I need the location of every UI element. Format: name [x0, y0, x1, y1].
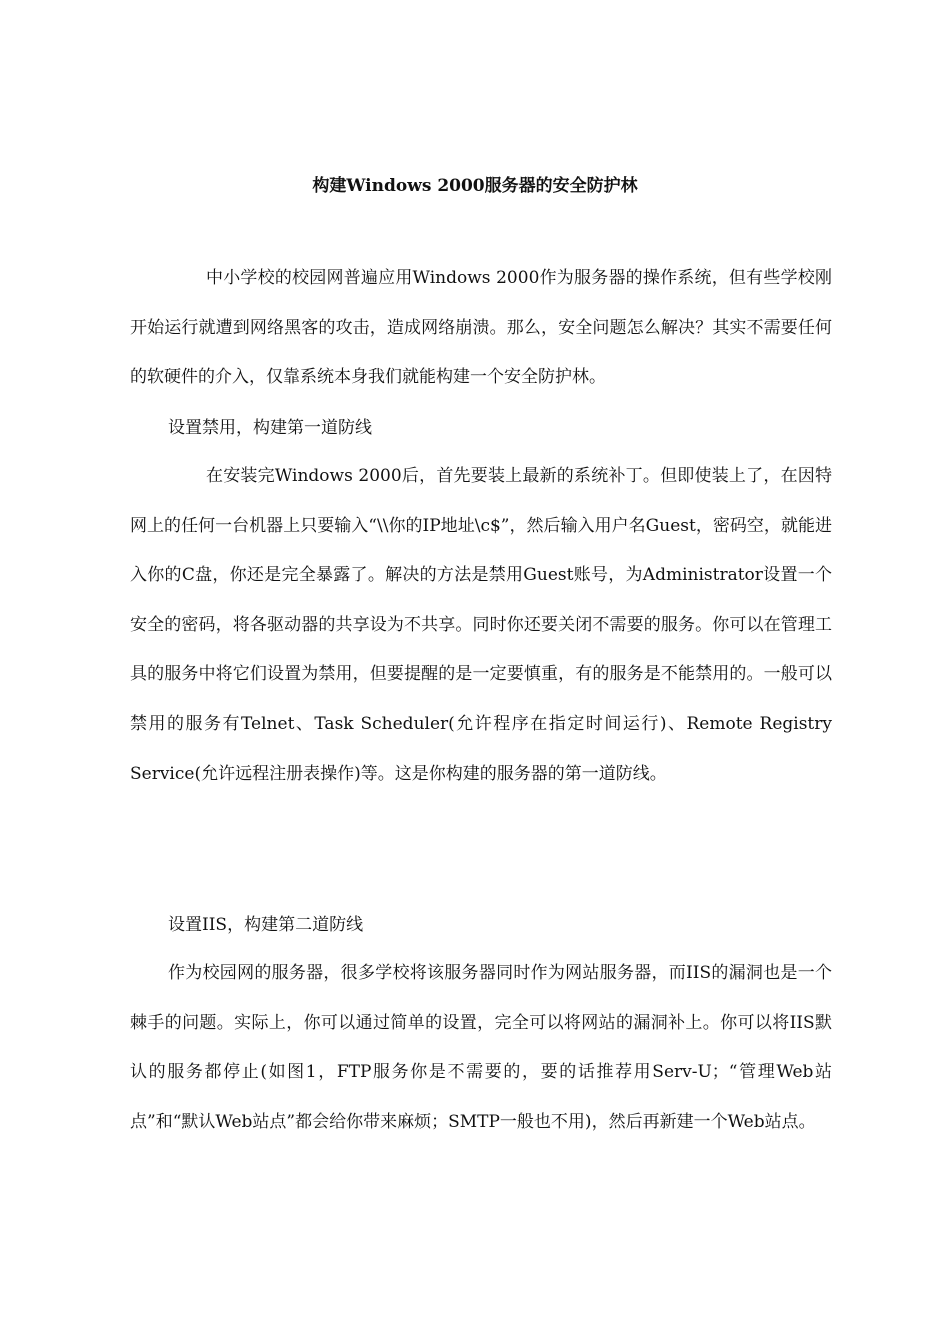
section-2-paragraph: 作为校园网的服务器，很多学校将该服务器同时作为网站服务器，而IIS的漏洞也是一个棘手的问题。实际上，你可以通过简单的设置，完全可以将网站的漏洞补上。你可以将IIS默认的服务都停止(如图1，FTP服务你是不需要的，要的话推荐用Serv-U；“管理Web站点”和“默认Web站点”都会给你带来麻烦；SMTP一般也不用)，然后再新建一个Web站点。	[130, 963, 832, 1132]
document-title: 构建Windows 2000服务器的安全防护林	[312, 176, 638, 196]
intro-paragraph: 中小学校的校园网普遍应用Windows 2000作为服务器的操作系统，但有些学校刚开始运行就遭到网络黑客的攻击，造成网络崩溃。那么，安全问题怎么解决？其实不需要任何的软硬件的介入，仅靠系统本身我们就能构建一个安全防护林。	[130, 268, 832, 388]
section-1-paragraph: 在安装完Windows 2000后，首先要装上最新的系统补丁。但即使装上了，在因特网上的任何一台机器上只要输入“\\你的IP地址\c$”，然后输入用户名Guest，密码空，就能进入你的C盘，你还是完全暴露了。解决的方法是禁用Guest账号，为Administrator设置一个安全的密码，将各驱动器的共享设为不共享。同时你还要关闭不需要的服务。你可以在管理工具的服务中将它们设置为禁用，但要提醒的是一定要慎重，有的服务是不能禁用的。一般可以禁用的服务有Telnet、Task Scheduler(允许程序在指定时间运行)、Remote Registry Service(允许远程注册表操作)等。这是你构建的服务器的第一道防线。	[130, 466, 832, 784]
section-2-heading: 设置IIS，构建第二道防线	[168, 915, 364, 935]
section-1-heading: 设置禁用，构建第一道防线	[168, 418, 372, 438]
